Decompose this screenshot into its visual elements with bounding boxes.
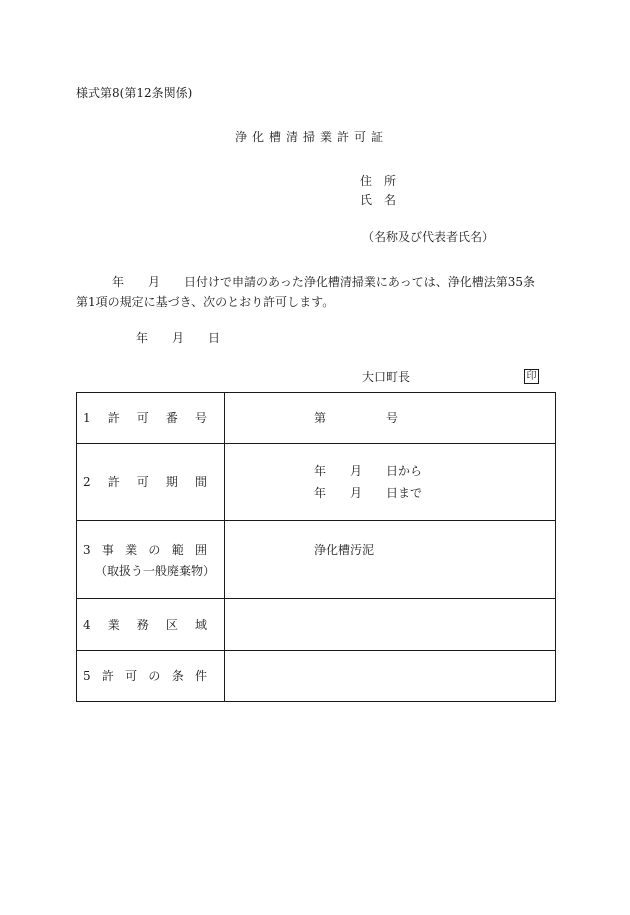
label-char: 可	[136, 411, 149, 425]
table-row	[77, 521, 556, 599]
label-char: 事	[101, 543, 114, 557]
label-char: の	[148, 669, 161, 683]
table-row	[77, 393, 556, 444]
row-label	[77, 393, 225, 444]
row-value	[225, 444, 556, 521]
label-char: 範	[171, 543, 184, 557]
row-value	[225, 599, 556, 651]
row-number: 4	[83, 617, 91, 632]
address-label: 住 所	[360, 174, 397, 188]
permit-table	[76, 392, 556, 702]
label-char: 番	[165, 411, 178, 425]
label-char: 域	[194, 617, 207, 632]
label-char: の	[148, 543, 161, 557]
label-char: 許	[107, 475, 120, 489]
label-char: 業	[125, 543, 138, 557]
seal-mark: 印	[524, 369, 539, 384]
row-number: 2	[83, 475, 91, 489]
row-label	[77, 599, 225, 651]
row-label	[77, 651, 225, 702]
label-char: 可	[136, 475, 149, 489]
form-reference: 様式第8(第12条関係)	[76, 86, 193, 100]
issue-date: 年 月 日	[136, 331, 221, 345]
value-line: 第 号	[314, 411, 399, 425]
row-number: 1	[83, 411, 91, 425]
body-text-line-1: 年 月 日付けで申請のあった浄化槽清掃業にあっては、浄化槽法第35条	[112, 275, 536, 289]
label-char: 囲	[194, 543, 207, 557]
label-char: 可	[125, 669, 138, 683]
row-value	[225, 651, 556, 702]
row-number: 3	[83, 543, 91, 557]
label-char: 条	[171, 669, 184, 683]
label-char: 区	[165, 617, 178, 632]
row-label-sub: （取扱う一般廃棄物）	[95, 564, 216, 578]
value-line: 年 月 日まで	[314, 486, 423, 500]
label-char: 許	[101, 669, 114, 683]
row-value	[225, 393, 556, 444]
label-char: 間	[194, 475, 207, 489]
label-char: 業	[107, 617, 120, 632]
table-row	[77, 599, 556, 651]
label-char: 件	[194, 669, 207, 683]
label-char: 期	[165, 475, 178, 489]
issuer-name: 大口町長	[362, 370, 411, 384]
row-number: 5	[83, 669, 91, 683]
row-label	[77, 444, 225, 521]
row-label	[77, 521, 225, 599]
value-line: 浄化槽汚泥	[314, 543, 375, 557]
name-label: 氏 名	[360, 193, 397, 207]
name-note: （名称及び代表者氏名）	[362, 230, 495, 244]
table-row	[77, 651, 556, 702]
label-char: 務	[136, 617, 149, 632]
table-row	[77, 444, 556, 521]
label-char: 許	[107, 411, 120, 425]
label-char: 号	[194, 411, 207, 425]
page-title: 浄化槽清掃業許可証	[235, 130, 389, 144]
body-text-line-2: 第1項の規定に基づき、次のとおり許可します。	[76, 295, 335, 309]
row-value	[225, 521, 556, 599]
value-line: 年 月 日から	[314, 464, 423, 478]
